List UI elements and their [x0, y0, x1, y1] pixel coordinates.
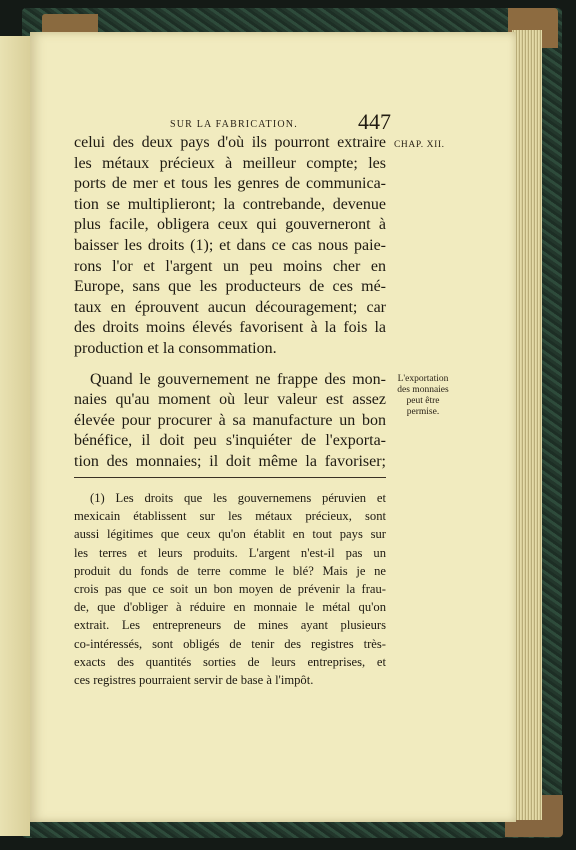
footnote-line: exacts des quantités sorties de leurs entreprises, et — [74, 654, 386, 669]
facing-page-edge — [0, 36, 30, 836]
margin-note-line: peut être — [406, 396, 440, 406]
body-line: Quand le gouvernement ne frappe des mon- — [90, 370, 386, 388]
book-page — [30, 32, 516, 822]
footnote-line: aussi légitimes que ceux qu'on établit en tout pays sur — [74, 527, 386, 542]
body-text — [74, 133, 386, 473]
body-line: ports de mer et tous les genres de communica- — [74, 175, 386, 193]
margin-note-line: L'exportation — [397, 374, 449, 384]
body-line: les métaux précieux à meilleur compte; les — [74, 154, 386, 172]
footnote-line: (1) Les droits que les gouvernemens péruvien et — [90, 491, 386, 505]
footnote — [74, 489, 386, 689]
body-line: production et la consommation. — [74, 339, 277, 357]
footnote-line: extrait. Les entrepreneurs de mines ayant plusieurs — [74, 618, 386, 633]
margin-note-line: des monnaies — [397, 385, 449, 395]
body-line: Europe, sans que les producteurs de ces mé- — [74, 278, 386, 296]
page-edges — [512, 30, 542, 820]
page-number: 447 — [358, 109, 391, 134]
body-line: naies qu'au moment où leur valeur est assez — [74, 391, 386, 409]
body-line: tion des monnaies; il doit même la favoriser; — [74, 452, 386, 470]
footnote-line: de, que d'obliger à réduire en monnaie le métal qu'on — [74, 600, 386, 615]
body-line: tion se multiplieront; la contrebande, devenue — [74, 195, 386, 213]
body-line: bénéfice, il doit peu s'inquiéter de l'exporta- — [74, 432, 386, 450]
margin-note-line: permise. — [406, 407, 440, 417]
footnote-line: mexicain établissent sur les métaux précieux, sont — [74, 509, 386, 524]
body-line: baisser les droits (1); et dans ce cas nous paie- — [74, 236, 386, 254]
footnote-line: crois pas que ce soit un bon moyen de prévenir la frau- — [74, 581, 386, 596]
body-line: rons l'or et l'argent un peu moins cher en — [74, 257, 386, 275]
body-line: celui des deux pays d'où ils pourront extraire — [74, 134, 386, 151]
body-line: des droits moins élevés favorisent à la fois la — [74, 319, 386, 337]
footnote-divider — [74, 477, 386, 478]
body-line: taux en éprouvent aucun découragement; car — [74, 298, 386, 316]
footnote-line: co-intéressés, sont obligés de tenir des registres très- — [74, 636, 386, 651]
body-line: élevée pour procurer à sa manufacture un bon — [74, 411, 386, 429]
footnote-line: ces registres pourraient servir de base à l'impôt. — [74, 672, 314, 687]
footnote-line: les terres et leurs produits. L'argent n'est-il pas un — [74, 545, 386, 560]
footnote-line: produit du fonds de terre comme le blé? Mais je ne — [74, 563, 386, 578]
margin-chapter-label: CHAP. XII. — [394, 140, 445, 150]
margin-note — [386, 374, 460, 418]
body-line: plus facile, obligera ceux qui gouverneront à — [74, 216, 386, 234]
running-title: SUR LA FABRICATION. — [170, 119, 298, 130]
